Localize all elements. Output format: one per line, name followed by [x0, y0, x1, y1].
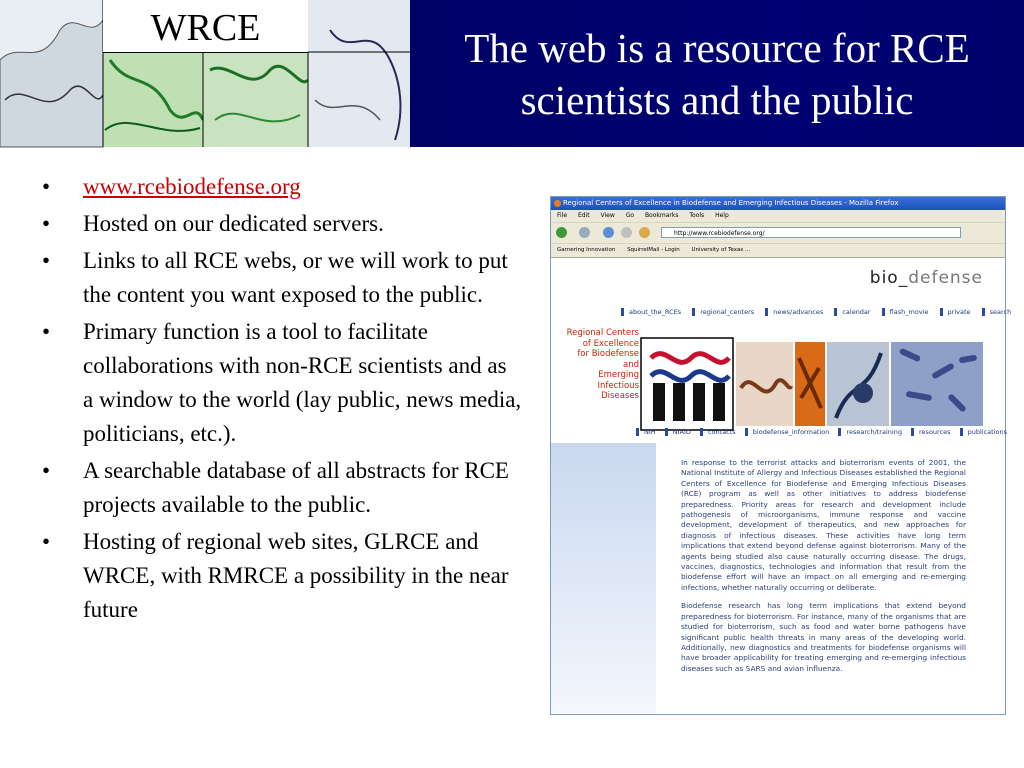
- bullet-list: [42, 170, 522, 630]
- nav-contacts[interactable]: contacts: [700, 428, 736, 436]
- browser-screenshot: [550, 196, 1012, 715]
- nav-search[interactable]: search: [982, 308, 1012, 316]
- nav-flash-movie[interactable]: flash_movie: [882, 308, 929, 316]
- brand-underscore: _: [898, 268, 909, 288]
- title-band: [410, 0, 1024, 147]
- bullet-item: [42, 244, 522, 312]
- bullet-item: [42, 207, 522, 241]
- intro-paragraph: Biodefense research has long term implications that extend beyond preparedness for bioterrorism. For instance, many of the organisms that are studied for bioterrorism, such as food and water borne pathogens have significant public health threats in many areas of the developing world. Additionally, new diagnostics and treatments for biodefense organisms will have broader applicability for treating emerging and re-emerging infectious diseases such as SARS and avian influenza.: [681, 601, 966, 673]
- menu-file[interactable]: File: [557, 212, 568, 219]
- bullet-dot-icon: •: [42, 174, 51, 199]
- rce-label-line: Diseases: [601, 391, 639, 401]
- bookmarks-toolbar: [551, 243, 1005, 258]
- slide-title-line-2: scientists and the public: [520, 77, 914, 123]
- firefox-icon: [554, 200, 561, 207]
- bullet-item: [42, 454, 522, 522]
- logo-box: [103, 0, 308, 53]
- rce-label-line: for Biodefense: [577, 349, 639, 359]
- rce-label-line: Infectious: [597, 380, 639, 391]
- nav-regional-centers[interactable]: regional_centers: [692, 308, 754, 316]
- slide-header: [0, 0, 1024, 147]
- rce-label-line: and: [623, 359, 639, 370]
- microbe-image-strip: [641, 338, 986, 430]
- bookmark-item[interactable]: University of Texas ...: [691, 247, 751, 253]
- slide-title-line-1: The web is a resource for RCE: [464, 25, 970, 71]
- reload-icon[interactable]: [603, 227, 614, 238]
- menu-bookmarks[interactable]: Bookmarks: [644, 212, 679, 219]
- bullet-item-url: [42, 170, 522, 204]
- forward-icon[interactable]: [579, 227, 590, 238]
- home-icon[interactable]: [639, 227, 650, 238]
- web-page-content: [551, 258, 1012, 713]
- brand-bio: bio: [869, 268, 899, 288]
- nav-niaid[interactable]: NIAID: [665, 428, 691, 436]
- nav-about-rces[interactable]: about_the_RCEs: [621, 308, 681, 316]
- browser-nav-toolbar: [551, 222, 1005, 243]
- bullet-text: Hosting of regional web sites, GLRCE and WRCE, with RMRCE a possibility in the near future: [83, 529, 509, 622]
- bullet-dot-icon: •: [42, 529, 51, 554]
- logo-text: WRCE: [150, 7, 261, 49]
- nav-resources[interactable]: resources: [911, 428, 951, 436]
- bullet-text: Primary function is a tool to facilitate collaborations with non-RCE scientists and as a window to the world (lay public, news media, politicians, etc.).: [83, 319, 522, 446]
- menu-help[interactable]: Help: [715, 212, 729, 219]
- bullet-dot-icon: •: [42, 211, 51, 236]
- bullet-dot-icon: •: [42, 458, 51, 483]
- bullet-dot-icon: •: [42, 319, 51, 344]
- bullet-item: [42, 315, 522, 451]
- website-link[interactable]: www.rcebiodefense.org: [83, 174, 301, 199]
- slide-title: [410, 22, 1024, 126]
- browser-title-bar: [551, 197, 1005, 210]
- menu-edit[interactable]: Edit: [577, 212, 590, 219]
- bookmark-item[interactable]: Garnering Innovation: [557, 247, 616, 253]
- rce-program-label: [553, 328, 639, 402]
- site-bottom-nav: [636, 428, 1014, 436]
- bullet-text: Links to all RCE webs, or we will work to put the content you want exposed to the public.: [83, 248, 508, 307]
- nav-biodefense-information[interactable]: biodefense_information: [745, 428, 830, 436]
- site-brand: [870, 268, 983, 288]
- nav-private[interactable]: private: [940, 308, 971, 316]
- stop-icon[interactable]: [621, 227, 632, 238]
- browser-window-title: Regional Centers of Excellence in Biodefense and Emerging Infectious Diseases - Mozilla Firefox: [563, 199, 899, 207]
- bullet-text: A searchable database of all abstracts for RCE projects available to the public.: [83, 458, 509, 517]
- menu-view[interactable]: View: [600, 212, 615, 219]
- back-icon[interactable]: [556, 227, 567, 238]
- site-top-nav: [621, 308, 1020, 316]
- rce-label-line: Emerging: [598, 370, 639, 380]
- nav-publications[interactable]: publications: [960, 428, 1007, 436]
- bullet-dot-icon: •: [42, 248, 51, 273]
- bookmark-item[interactable]: SquirrelMail - Login: [627, 247, 680, 253]
- nav-nih[interactable]: NIH: [636, 428, 656, 436]
- address-bar[interactable]: http://www.rcebiodefense.org/: [661, 227, 961, 238]
- browser-menu-bar: [551, 210, 1005, 222]
- nav-calendar[interactable]: calendar: [834, 308, 870, 316]
- brand-defense: defense: [908, 268, 983, 288]
- left-gradient-column: [551, 443, 656, 713]
- bullet-item: [42, 525, 522, 627]
- intro-paragraph: In response to the terrorist attacks and bioterrorism events of 2001, the National Institute of Allergy and Infectious Diseases established the Regional Centers of Excellence for Biodefense and Emerging Infectious Diseases (RCE) program as well as other initiatives to address biodefense preparedness. Priority areas for research and development include pathogenesis of microorganisms, immune response and vaccine development, development of therapeutics, and new approaches for diagnosis of infectious diseases. These activities have long term implications that extend beyond defense against bioterrorism. Many of the agents being studied also cause naturally occurring disease. The drugs, vaccines, diagnostics, technologies and information that result from the biodefense effort will have an impact on all emerging and re-emerging infections, whether naturally occurring or deliberate.: [681, 458, 966, 592]
- nav-news-advances[interactable]: news/advances: [765, 308, 823, 316]
- rce-label-line: Regional Centers: [566, 328, 639, 338]
- nav-research-training[interactable]: research/training: [838, 428, 902, 436]
- rce-label-line: of Excellence: [582, 338, 639, 349]
- menu-tools[interactable]: Tools: [689, 212, 705, 219]
- bullet-text: Hosted on our dedicated servers.: [83, 211, 384, 236]
- site-intro-text: [681, 458, 966, 682]
- menu-go[interactable]: Go: [625, 212, 635, 219]
